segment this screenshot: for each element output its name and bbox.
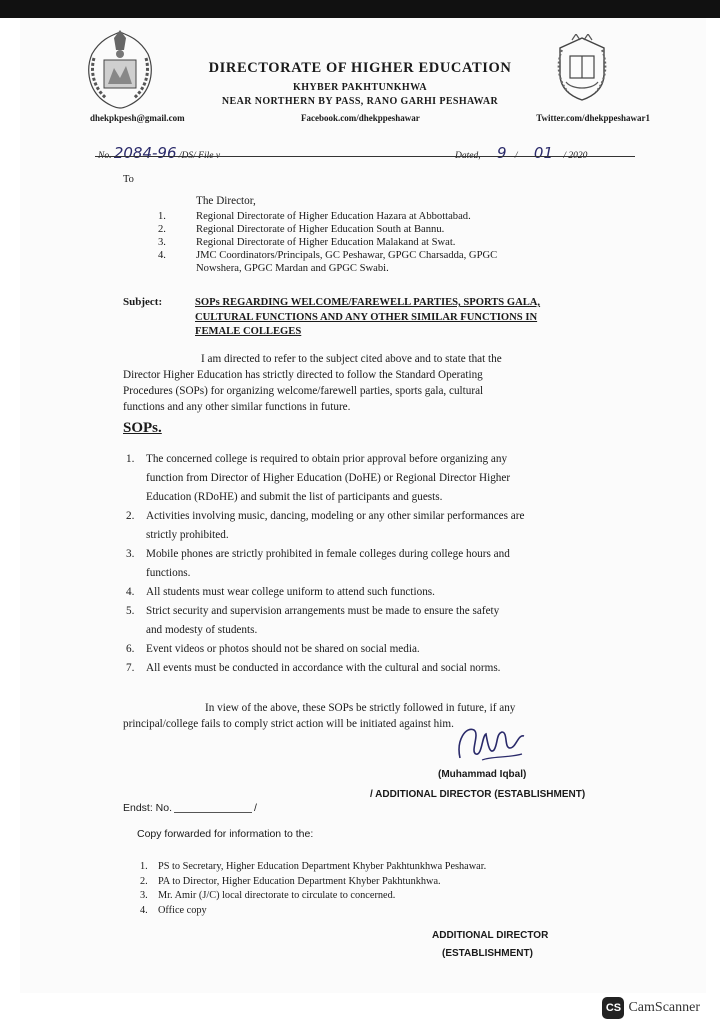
- signatory-title: / ADDITIONAL DIRECTOR (ESTABLISHMENT): [370, 789, 586, 800]
- list-item: 4. All students must wear college uniform to attend such functions.: [126, 586, 435, 598]
- copy-heading: Copy forwarded for information to the:: [137, 828, 314, 840]
- list-item: 3. Mr. Amir (J/C) local directorate to circulate to concerned.: [140, 890, 396, 901]
- email-text: dhekpkpesh@gmail.com: [90, 113, 185, 123]
- sops-list: 1. The concerned college is required to obtain prior approval before organizing any function from Director of Higher Education (DoHE) or Regional Director Higher Education (RDoHE) and submit the list of participants and guests. 2. Activities involving music, dancing, modeling or any other similar performances are strictly prohibited. 3. Mobile phones are strictly prohibited in female colleges during college hours and functions. 4. All students must wear college uniform to attend such functions. 5. Strict security and supervision arrangements must be made to ensure the safety and modesty of students. 6. Event videos or photos should not be shared on social media. 7. All events must be conducted in accordance with the cultural and social norms.: [126, 450, 606, 678]
- camscanner-logo-icon: CS: [602, 997, 624, 1019]
- list-item: 7. All events must be conducted in accordance with the cultural and social norms.: [126, 662, 501, 674]
- sops-heading: SOPs.: [123, 420, 162, 436]
- twitter-text: Twitter.com/dhekppeshawar1: [536, 113, 650, 123]
- handwritten-day: 9: [496, 144, 507, 162]
- recipient-list: [158, 210, 497, 275]
- footer-signatory-dept: (ESTABLISHMENT): [442, 948, 533, 959]
- top-dark-bar: [0, 0, 720, 18]
- address-line: NEAR NORTHERN BY PASS, RANO GARHI PESHAWAR: [221, 96, 499, 107]
- camscanner-label: CamScanner: [628, 1000, 700, 1015]
- footer-signatory-title: ADDITIONAL DIRECTOR: [432, 930, 549, 941]
- list-item: 5. Strict security and supervision arrangements must be made to ensure the safety: [126, 605, 500, 617]
- date-field: Dated, 9 / 01 / 2020: [455, 144, 588, 162]
- list-item: 4. Office copy: [140, 904, 207, 916]
- list-item-continuation: Nowshera, GPGC Mardan and GPGC Swabi.: [196, 263, 389, 274]
- list-item: 6. Event videos or photos should not be shared on social media.: [126, 643, 420, 655]
- subject-label: Subject:: [123, 296, 163, 308]
- list-item: 3. Mobile phones are strictly prohibited in female colleges during college hours and: [126, 548, 510, 560]
- province-line: KHYBER PAKHTUNKHWA: [293, 82, 427, 93]
- reference-number: No. 2084-96 /DS/ File v: [98, 144, 221, 162]
- signatory-name: (Muhammad Iqbal): [438, 769, 527, 780]
- directorate-title: DIRECTORATE OF HIGHER EDUCATION: [208, 60, 512, 76]
- list-item: 2. Regional Directorate of Higher Education South at Bannu.: [158, 224, 445, 235]
- handwritten-month: 01: [533, 144, 553, 162]
- intro-paragraph: I am directed to refer to the subject cited above and to state that the Director Higher Education has strictly directed to follow the Standard Operating Procedures (SOPs) for organizing welcome/farewell parties, sports gala, cultural functions and any other similar functions in future.: [123, 353, 502, 413]
- list-item: 1. Regional Directorate of Higher Education Hazara at Abbottabad.: [158, 211, 471, 222]
- director-salutation: The Director,: [196, 195, 256, 207]
- handwritten-number: 2084-96: [113, 144, 177, 162]
- facebook-text: Facebook.com/dhekppeshawar: [301, 113, 420, 123]
- closing-paragraph: In view of the above, these SOPs be strictly followed in future, if any principal/college fails to comply strict action will be initiated against him.: [123, 702, 516, 730]
- contact-line: [90, 113, 650, 123]
- subject-text: SOPs REGARDING WELCOME/FAREWELL PARTIES, SPORTS GALA, CULTURAL FUNCTIONS AND ANY OTHER SIMILAR FUNCTIONS IN FEMALE COLLEGES: [195, 297, 541, 337]
- to-label: To: [123, 174, 134, 185]
- list-item: 2. PA to Director, Higher Education Department Khyber Pakhtunkhwa.: [140, 875, 441, 887]
- list-item: 2. Activities involving music, dancing, modeling or any other similar performances are: [126, 510, 525, 522]
- list-item: 3. Regional Directorate of Higher Education Malakand at Swat.: [158, 237, 456, 248]
- signature-icon: [452, 720, 532, 768]
- header-divider: [95, 156, 635, 157]
- endorsement-number: Endst: No. /: [123, 802, 257, 814]
- list-item: 1. PS to Secretary, Higher Education Department Khyber Pakhtunkhwa Peshawar.: [140, 861, 487, 872]
- list-item: 4. JMC Coordinators/Principals, GC Peshawar, GPGC Charsadda, GPGC: [158, 250, 498, 261]
- list-item: 1. The concerned college is required to obtain prior approval before organizing any: [126, 453, 508, 465]
- copy-list: [140, 860, 560, 918]
- camscanner-watermark: [602, 997, 700, 1019]
